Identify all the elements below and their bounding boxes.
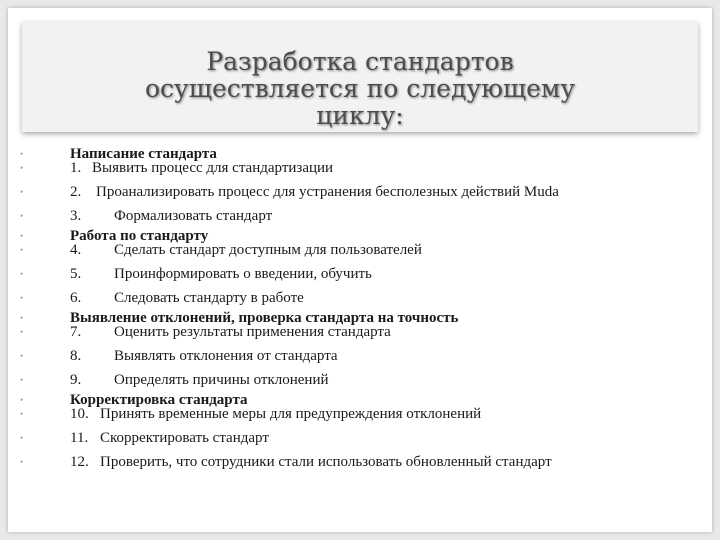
item-number: 11. <box>70 430 89 446</box>
heading-text: Корректировка стандарта <box>70 392 248 408</box>
list-item <box>20 364 710 388</box>
list-item <box>20 176 710 200</box>
item-number: 1. <box>70 160 82 176</box>
item-number: 10. <box>70 406 89 422</box>
bullet-icon: • <box>20 269 24 279</box>
title-box <box>22 22 698 132</box>
list-item <box>20 234 710 258</box>
item-text: Выявить процесс для стандартизации <box>92 160 334 176</box>
item-number: 12. <box>70 454 89 470</box>
bullet-icon: • <box>20 293 24 303</box>
item-number: 8. <box>70 348 82 364</box>
bullet-icon: • <box>20 149 24 159</box>
item-number: 3. <box>70 208 82 224</box>
bullet-icon: • <box>20 457 24 467</box>
item-number: 9. <box>70 372 82 388</box>
item-text: Формализовать стандарт <box>114 208 273 224</box>
bullet-icon: • <box>20 245 24 255</box>
bullet-icon: • <box>20 211 24 221</box>
heading-text: Выявление отклонений, проверка стандарта на точность <box>70 310 459 326</box>
bullet-icon: • <box>20 351 24 361</box>
list-item <box>20 258 710 282</box>
bullet-list <box>20 142 710 470</box>
item-text: Выявлять отклонения от стандарта <box>114 348 338 364</box>
bullet-icon: • <box>20 327 24 337</box>
item-number: 7. <box>70 324 82 340</box>
slide-title <box>22 48 698 129</box>
list-item <box>20 152 710 176</box>
title-line-3: циклу: <box>316 101 404 130</box>
bullet-icon: • <box>20 409 24 419</box>
item-text: Проверить, что сотрудники стали использовать обновленный стандарт <box>100 454 552 470</box>
item-text: Проинформировать о введении, обучить <box>114 266 372 282</box>
item-number: 5. <box>70 266 82 282</box>
title-line-1: Разработка стандартов <box>206 47 514 76</box>
slide <box>8 8 712 532</box>
bullet-icon: • <box>20 395 24 405</box>
list-item <box>20 446 710 470</box>
item-text: Скорректировать стандарт <box>100 430 269 446</box>
item-number: 2. <box>70 184 82 200</box>
item-text: Принять временные меры для предупреждения отклонений <box>100 406 482 422</box>
bullet-icon: • <box>20 163 24 173</box>
list-item <box>20 282 710 306</box>
list-item <box>20 398 710 422</box>
item-text: Определять причины отклонений <box>114 372 329 388</box>
list-item <box>20 340 710 364</box>
list-item <box>20 316 710 340</box>
heading-text: Написание стандарта <box>70 146 217 162</box>
bullet-icon: • <box>20 187 24 197</box>
item-text: Следовать стандарту в работе <box>114 290 304 306</box>
item-text: Оценить результаты применения стандарта <box>114 324 391 340</box>
bullet-icon: • <box>20 313 24 323</box>
bullet-icon: • <box>20 375 24 385</box>
item-number: 4. <box>70 242 82 258</box>
list-item <box>20 422 710 446</box>
heading-text: Работа по стандарту <box>70 228 209 244</box>
list-item <box>20 200 710 224</box>
item-number: 6. <box>70 290 82 306</box>
title-line-2: осуществляется по следующему <box>144 74 576 103</box>
bullet-icon: • <box>20 433 24 443</box>
bullet-icon: • <box>20 231 24 241</box>
item-text: Сделать стандарт доступным для пользователей <box>114 242 422 258</box>
item-text: Проанализировать процесс для устранения бесполезных действий Muda <box>96 184 559 200</box>
